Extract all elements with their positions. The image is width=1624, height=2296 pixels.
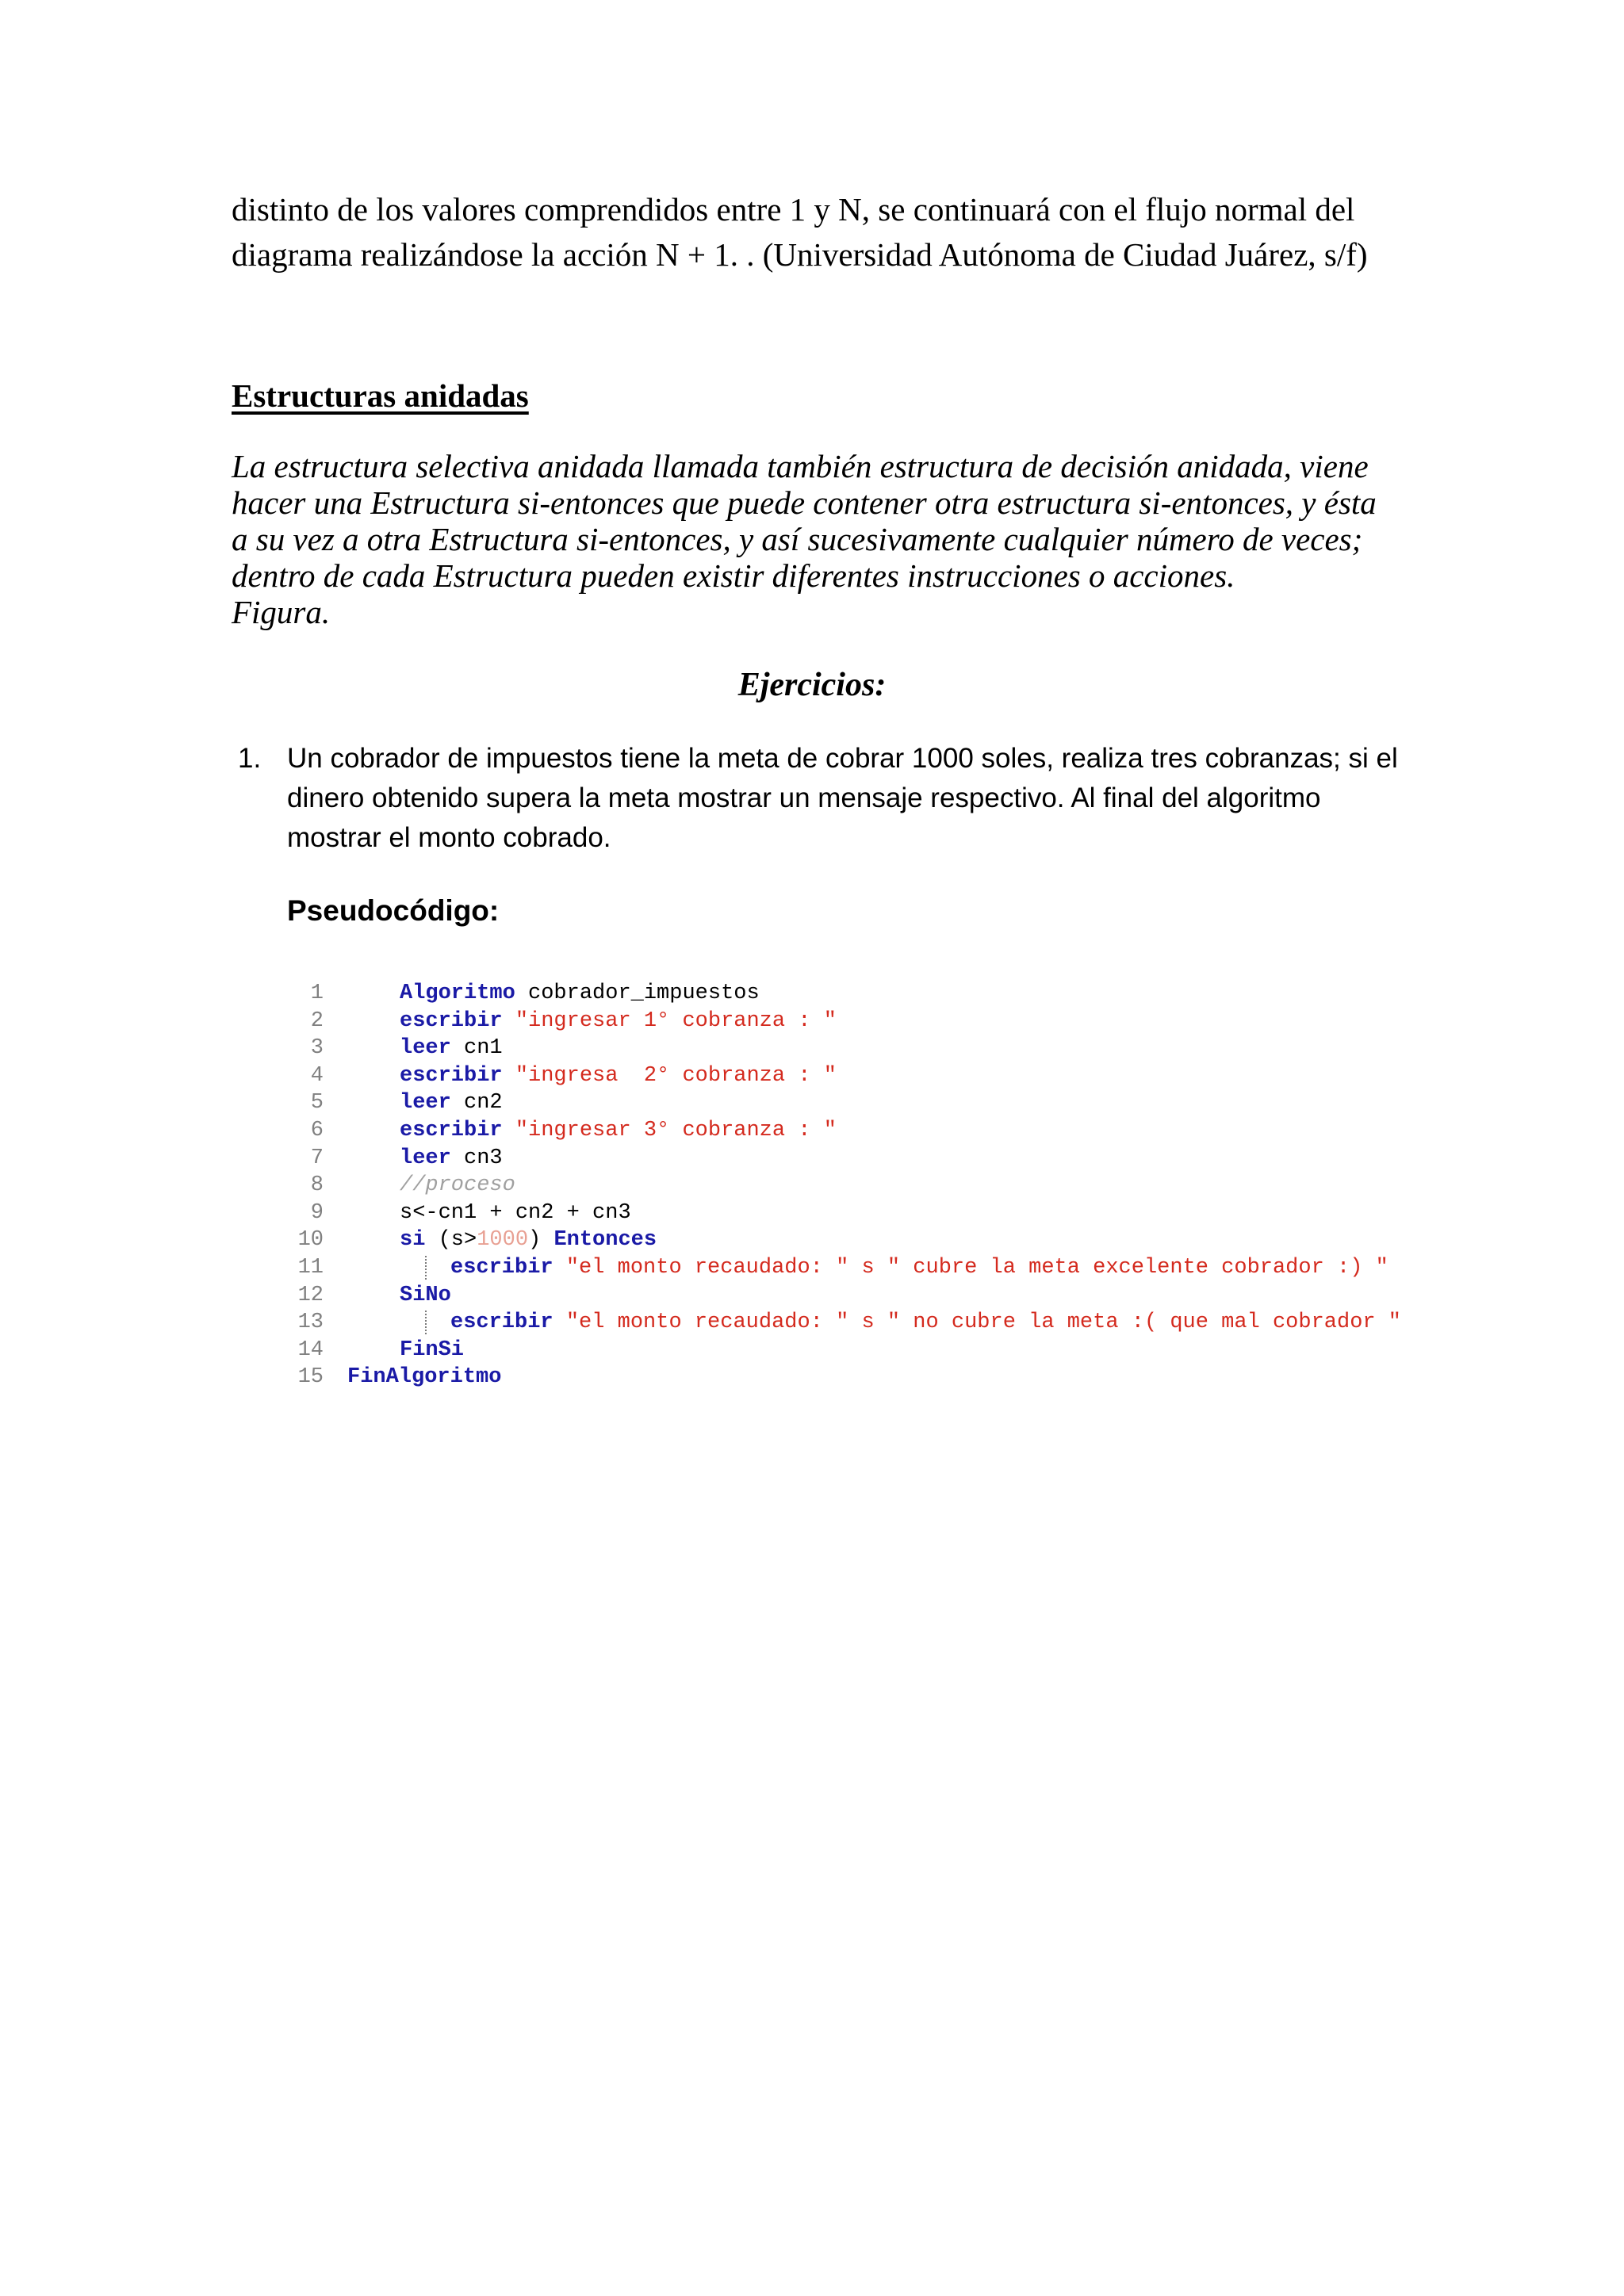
code-string: "ingresa 2° cobranza : " xyxy=(502,1063,837,1088)
intro-line: distinto de los valores comprendidos entre 1 y N, se continuará con el flujo normal del xyxy=(232,191,1355,228)
line-number: 4 xyxy=(310,1063,324,1088)
line-number: 8 xyxy=(310,1173,324,1198)
code-text xyxy=(400,1008,837,1035)
code-text xyxy=(400,1117,837,1145)
code-line xyxy=(287,1337,1421,1364)
code-keyword: escribir xyxy=(450,1255,553,1280)
code-line xyxy=(287,1309,1421,1337)
line-number: 6 xyxy=(310,1118,324,1142)
code-keyword: escribir xyxy=(400,1063,503,1088)
code-text xyxy=(400,1282,451,1310)
code-keyword: si xyxy=(400,1228,426,1253)
code-identifier: s<-cn1 + cn2 + cn3 xyxy=(400,1200,631,1225)
line-number: 5 xyxy=(310,1091,324,1115)
code-line xyxy=(287,1035,1421,1062)
code-text xyxy=(400,1172,515,1200)
code-string: "ingresar 3° cobranza : " xyxy=(502,1118,837,1142)
definition-line: Figura. xyxy=(232,594,331,630)
line-number: 13 xyxy=(297,1311,324,1335)
code-text xyxy=(400,1089,503,1117)
exercise-number: 1. xyxy=(238,743,262,774)
code-keyword: leer xyxy=(400,1091,451,1115)
intro-line: diagrama realizándose la acción N + 1. . (Universidad Autónoma de Ciudad Juárez, s/f) xyxy=(232,236,1368,273)
code-line xyxy=(287,1172,1421,1200)
definition-line: dentro de cada Estructura pueden existir diferentes instrucciones o acciones. xyxy=(232,557,1235,594)
code-line xyxy=(287,1200,1421,1227)
exercise-line: Un cobrador de impuestos tiene la meta de cobrar 1000 soles, realiza tres cobranzas; si el xyxy=(287,743,1398,774)
line-number: 2 xyxy=(310,1008,324,1033)
code-keyword: leer xyxy=(400,1036,451,1061)
code-text xyxy=(400,1145,503,1173)
code-text xyxy=(400,1226,657,1254)
line-number: 1 xyxy=(310,982,324,1005)
line-number: 3 xyxy=(310,1036,324,1061)
code-keyword: SiNo xyxy=(400,1283,451,1307)
intro-paragraph xyxy=(232,187,1405,277)
code-text xyxy=(400,1200,631,1227)
code-comment: //proceso xyxy=(400,1173,515,1198)
code-text xyxy=(400,1337,464,1364)
code-line xyxy=(287,1364,1421,1391)
line-number: 11 xyxy=(297,1255,324,1280)
code-keyword: leer xyxy=(400,1146,451,1170)
code-block xyxy=(287,980,1421,1391)
code-line xyxy=(287,1282,1421,1310)
line-number: 9 xyxy=(310,1200,324,1225)
code-line xyxy=(287,1117,1421,1145)
definition-line: a su vez a otra Estructura si-entonces, y así sucesivamente cualquier número de veces; xyxy=(232,521,1363,557)
line-number: 7 xyxy=(310,1146,324,1170)
code-line xyxy=(287,1008,1421,1035)
code-line xyxy=(287,980,1421,1008)
indent-guide xyxy=(425,1256,427,1280)
code-text xyxy=(400,1062,837,1090)
line-number: 14 xyxy=(297,1337,324,1362)
section-heading: Estructuras anidadas xyxy=(232,377,529,414)
code-line xyxy=(287,1089,1421,1117)
code-identifier: cobrador_impuestos xyxy=(515,982,760,1005)
code-keyword: FinAlgoritmo xyxy=(347,1365,502,1390)
definition-line: hacer una Estructura si-entonces que puede contener otra estructura si-entonces, y ésta xyxy=(232,484,1377,521)
code-line xyxy=(287,1062,1421,1090)
definition-paragraph xyxy=(232,448,1405,630)
code-identifier: ) xyxy=(528,1228,554,1253)
code-line xyxy=(287,1145,1421,1173)
line-number: 12 xyxy=(297,1283,324,1307)
code-string: "el monto recaudado: " s " cubre la meta excelente cobrador :) " xyxy=(553,1255,1388,1280)
code-text xyxy=(347,1364,501,1391)
definition-line: La estructura selectiva anidada llamada también estructura de decisión anidada, viene xyxy=(232,448,1369,484)
indent-guide xyxy=(425,1311,427,1334)
code-keyword: escribir xyxy=(400,1008,503,1033)
code-keyword: Entonces xyxy=(553,1228,657,1253)
code-identifier: cn2 xyxy=(450,1091,503,1115)
code-number: 1000 xyxy=(477,1228,529,1253)
code-keyword: escribir xyxy=(400,1118,503,1142)
code-text xyxy=(450,1309,1401,1337)
exercise-text xyxy=(287,739,1413,858)
code-text xyxy=(400,980,760,1008)
line-number: 15 xyxy=(297,1365,324,1390)
code-keyword: Algoritmo xyxy=(400,982,515,1005)
code-text xyxy=(400,1035,503,1062)
code-identifier: (s> xyxy=(425,1228,477,1253)
code-keyword: escribir xyxy=(450,1311,553,1335)
code-line xyxy=(287,1226,1421,1254)
code-string: "el monto recaudado: " s " no cubre la meta :( que mal cobrador " xyxy=(553,1311,1401,1335)
code-text xyxy=(450,1254,1388,1282)
line-number: 10 xyxy=(297,1228,324,1253)
exercises-title: Ejercicios: xyxy=(737,667,887,703)
exercise-line: mostrar el monto cobrado. xyxy=(287,822,611,853)
code-identifier: cn1 xyxy=(450,1036,503,1061)
code-keyword: FinSi xyxy=(400,1337,465,1362)
code-line xyxy=(287,1254,1421,1282)
code-identifier: cn3 xyxy=(450,1146,503,1170)
code-string: "ingresar 1° cobranza : " xyxy=(502,1008,837,1033)
pseudocode-heading: Pseudocódigo: xyxy=(287,894,500,927)
exercise-line: dinero obtenido supera la meta mostrar un mensaje respectivo. Al final del algoritmo xyxy=(287,783,1321,813)
